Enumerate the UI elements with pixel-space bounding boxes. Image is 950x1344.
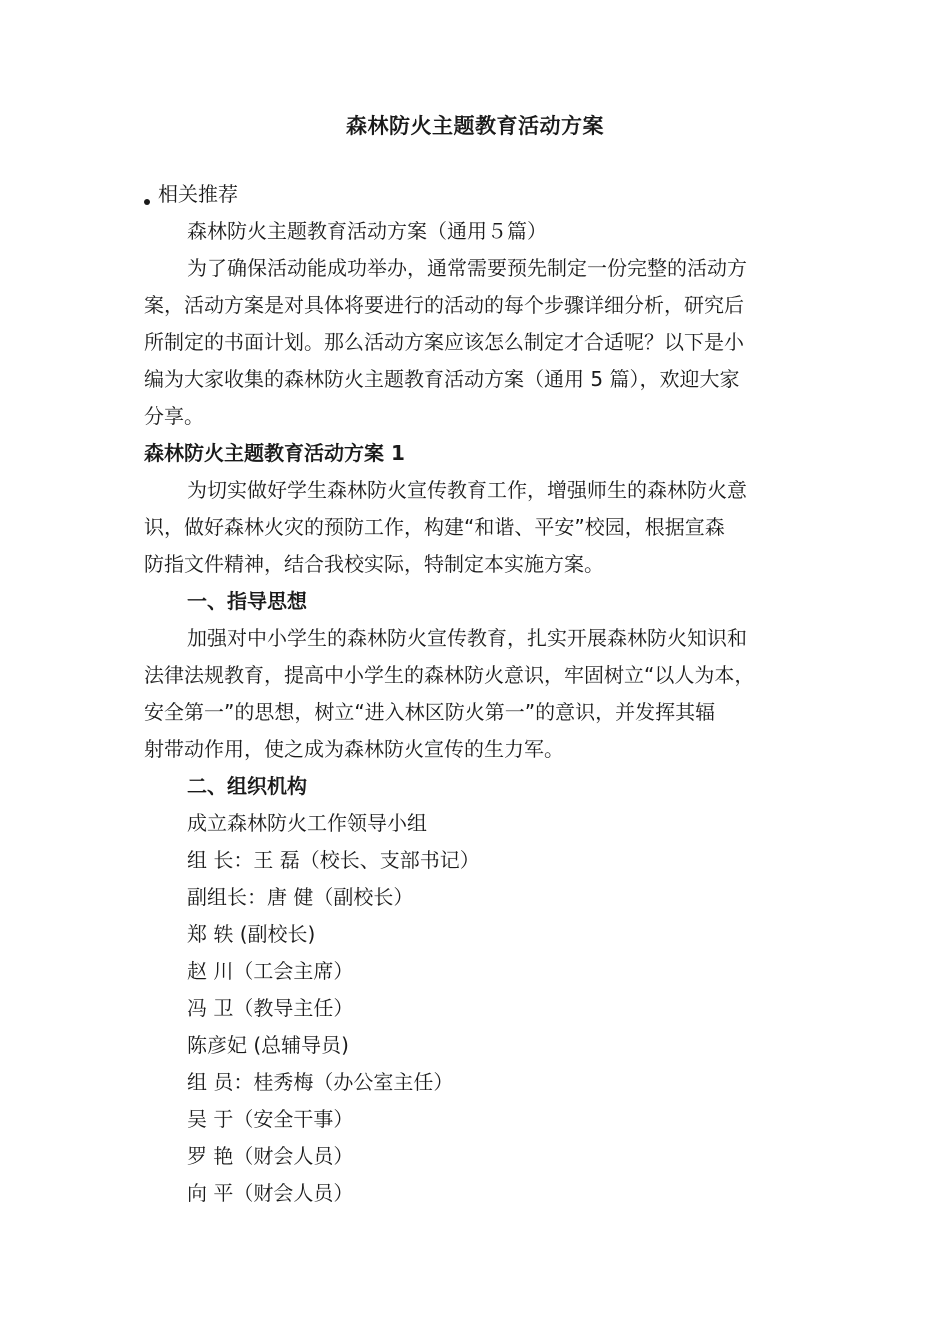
section1-line: 防指文件精神，结合我校实际，特制定本实施方案。 [144, 552, 604, 576]
org-line: 罗 艳（财会人员） [187, 1144, 354, 1168]
intro-line: 案，活动方案是对具体将要进行的活动的每个步骤详细分析，研究后 [144, 293, 744, 317]
org-line: 向 平（财会人员） [187, 1181, 354, 1205]
heading-organization: 二、组织机构 [187, 774, 307, 798]
org-line: 郑 轶 (副校长) [187, 922, 316, 946]
section1-paragraph [144, 472, 808, 583]
guiding-line: 安全第一”的思想，树立“进入林区防火第一”的意识，并发挥其辐 [144, 700, 716, 724]
related-label: 相关推荐 [158, 182, 238, 206]
organization-list [144, 805, 808, 1212]
guiding-line: 射带动作用，使之成为森林防火宣传的生力军。 [144, 737, 564, 761]
org-line: 组 员：桂秀梅（办公室主任） [187, 1070, 454, 1094]
bullet-icon [144, 199, 150, 205]
org-line: 成立森林防火工作领导小组 [187, 811, 427, 835]
section1-title: 森林防火主题教育活动方案 1 [144, 441, 405, 465]
guiding-line: 法律法规教育，提高中小学生的森林防火意识，牢固树立“以人为本， [144, 663, 755, 687]
intro-line: 分享。 [144, 404, 204, 428]
org-line: 陈彦妃 (总辅导员) [187, 1033, 349, 1057]
intro-line: 为了确保活动能成功举办，通常需要预先制定一份完整的活动方 [187, 256, 747, 280]
org-line: 副组长：唐 健（副校长） [187, 885, 414, 909]
org-line: 赵 川（工会主席） [187, 959, 354, 983]
document-body [144, 176, 808, 1212]
org-line: 吴 于（安全干事） [187, 1107, 354, 1131]
section1-line: 识，做好森林火灾的预防工作，构建“和谐、平安”校园，根据宣森 [144, 515, 725, 539]
related-recommendation [144, 176, 808, 213]
org-line: 组 长：王 磊（校长、支部书记） [187, 848, 480, 872]
page-title: 森林防火主题教育活动方案 [346, 114, 604, 138]
intro-paragraph [144, 250, 808, 435]
intro-line: 编为大家收集的森林防火主题教育活动方案（通用 5 篇），欢迎大家 [144, 367, 740, 391]
intro-line: 所制定的书面计划。那么活动方案应该怎么制定才合适呢？以下是小 [144, 330, 744, 354]
guiding-line: 加强对中小学生的森林防火宣传教育，扎实开展森林防火知识和 [187, 626, 747, 650]
org-line: 冯 卫（教导主任） [187, 996, 354, 1020]
section1-line: 为切实做好学生森林防火宣传教育工作，增强师生的森林防火意 [187, 478, 747, 502]
heading-guiding-thought: 一、指导思想 [187, 589, 307, 613]
related-link[interactable]: 森林防火主题教育活动方案（通用５篇） [187, 219, 547, 243]
guiding-paragraph [144, 620, 808, 768]
